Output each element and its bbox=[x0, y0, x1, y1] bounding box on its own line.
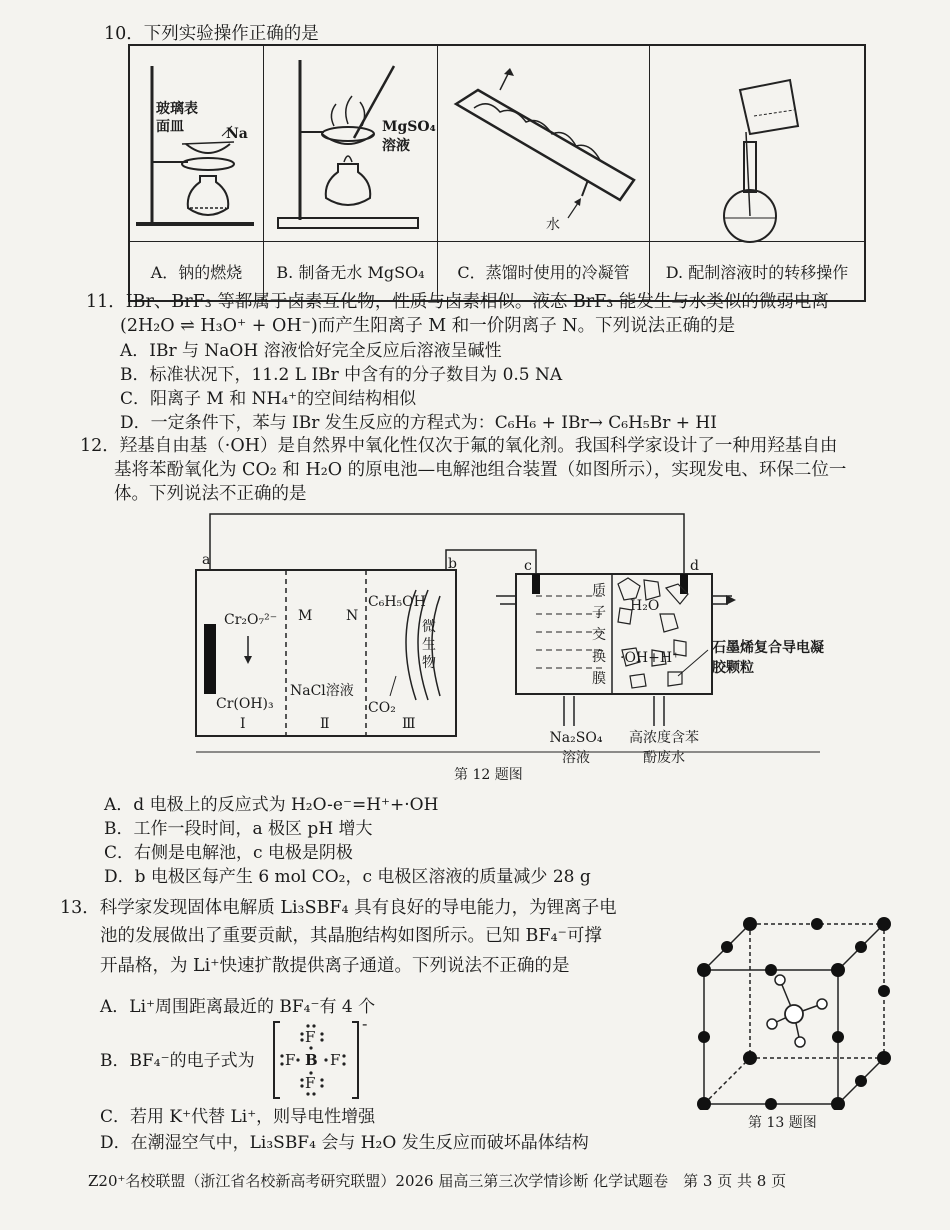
q12-option-c: C．右侧是电解池，c 电极是阴极 bbox=[104, 843, 353, 863]
sodium-sulfate-label: Na₂SO₄溶液 bbox=[549, 730, 603, 766]
bf4-lewis-structure bbox=[272, 1014, 372, 1102]
q11-stem-line2: (2H₂O ⇌ H₃O⁺ + OH⁻)而产生阳离子 M 和一价阴离子 N。下列说法正确的是 bbox=[120, 316, 736, 336]
q12-stem-line2: 基将苯酚氧化为 CO₂ 和 H₂O 的原电池—电解池组合装置（如图所示），实现发电、环保二位一 bbox=[114, 460, 847, 480]
water-label-fig: H₂O bbox=[630, 598, 660, 614]
page-footer: Z20⁺名校联盟（浙江省名校新高考研究联盟）2026 届高三第三次学情诊断 化学试题卷 第 3 页 共 8 页 bbox=[88, 1172, 787, 1190]
q11-option-c: C．阳离子 M 和 NH₄⁺的空间结构相似 bbox=[120, 389, 417, 409]
q13-option-b: B．BF₄⁻的电子式为 bbox=[100, 1051, 255, 1071]
electrode-c-label: c bbox=[524, 558, 532, 574]
lewis-charge: - bbox=[362, 1014, 368, 1033]
volumetric-flask-drawing bbox=[650, 46, 864, 246]
q11-option-d: D．一定条件下，苯与 IBr 发生反应的方程式为：C₆H₆ + IBr→ C₆H₅Br + HI bbox=[120, 413, 717, 433]
q11-option-b: B．标准状况下，11.2 L IBr 中含有的分子数目为 0.5 NA bbox=[120, 365, 563, 385]
region-1-label: Ⅰ bbox=[240, 716, 246, 732]
q12-stem-line3: 体。下列说法不正确的是 bbox=[114, 484, 307, 504]
mgso4-label: MgSO₄溶液 bbox=[382, 119, 436, 154]
q10-cell-b bbox=[264, 46, 438, 300]
region-3-label: Ⅲ bbox=[402, 716, 416, 732]
electrode-b-label: b bbox=[448, 556, 457, 572]
cation-m-label: M bbox=[298, 608, 313, 624]
q10-cell-d bbox=[650, 46, 864, 300]
q10-stem: 10．下列实验操作正确的是 bbox=[104, 24, 319, 44]
watch-glass-label: 玻璃表面皿 bbox=[156, 101, 198, 135]
q12-stem-line1: 12．羟基自由基（·OH）是自然界中氧化性仅次于氟的氧化剂。我国科学家设计了一种用羟基自由 bbox=[80, 436, 838, 456]
co2-label: CO₂ bbox=[368, 700, 396, 716]
q13-crystal-cell-figure bbox=[690, 910, 900, 1130]
q11-option-a: A．IBr 与 NaOH 溶液恰好完全反应后溶液呈碱性 bbox=[120, 341, 502, 361]
lewis-b-center: B bbox=[305, 1051, 318, 1069]
q12-figure-caption: 第 12 题图 bbox=[454, 767, 523, 783]
q13-stem-line1: 13．科学家发现固体电解质 Li₃SBF₄ 具有良好的导电能力，为锂离子电 bbox=[60, 898, 617, 918]
lewis-f-top: F bbox=[305, 1028, 316, 1046]
q11-stem-line1: 11．IBr、BrF₃ 等都属于卤素互化物，性质与卤素相似。液态 BrF₃ 能发生与水类似的微弱电离 bbox=[86, 292, 829, 312]
q10-option-b: B. 制备无水 MgSO₄ bbox=[264, 241, 437, 300]
lewis-f-bottom: F bbox=[305, 1074, 316, 1092]
q10-apparatus-table bbox=[128, 44, 866, 302]
na-label: Na bbox=[226, 126, 248, 142]
proton-membrane-label: 质子交换膜 bbox=[592, 583, 606, 687]
q12-option-d: D．b 电极区每产生 6 mol CO₂，c 电极区溶液的质量减少 28 g bbox=[104, 867, 591, 887]
water-label: 水 bbox=[546, 217, 560, 233]
lewis-f-right: F bbox=[330, 1051, 341, 1069]
q12-option-a: A．d 电极上的反应式为 H₂O-e⁻=H⁺+·OH bbox=[104, 795, 439, 815]
q13-option-c: C．若用 K⁺代替 Li⁺，则导电性增强 bbox=[100, 1107, 376, 1127]
q13-option-a: A．Li⁺周围距离最近的 BF₄⁻有 4 个 bbox=[100, 997, 376, 1017]
microbe-label: 微生物 bbox=[422, 619, 436, 671]
unit-cell-drawing bbox=[690, 910, 900, 1110]
q12-option-b: B．工作一段时间，a 极区 pH 增大 bbox=[104, 819, 373, 839]
q12-figure bbox=[190, 500, 840, 790]
dichromate-label: Cr₂O₇²⁻ bbox=[224, 612, 278, 628]
q10-option-c: C．蒸馏时使用的冷凝管 bbox=[438, 241, 649, 300]
nacl-solution-label: NaCl溶液 bbox=[290, 683, 354, 699]
q13-option-d: D．在潮湿空气中，Li₃SBF₄ 会与 H₂O 发生反应而破坏晶体结构 bbox=[100, 1133, 589, 1153]
region-2-label: Ⅱ bbox=[320, 716, 330, 732]
electrode-d-label: d bbox=[690, 558, 699, 574]
hydroxyl-radical-label: ·OH+H⁺ bbox=[620, 650, 680, 666]
q10-cell-a bbox=[130, 46, 264, 300]
q13-stem-line3: 开晶格，为 Li⁺快速扩散提供离子通道。下列说法不正确的是 bbox=[100, 956, 570, 976]
burning-apparatus-drawing bbox=[130, 46, 264, 246]
graphene-gel-label: 石墨烯复合导电凝胶颗粒 bbox=[712, 640, 824, 676]
chromium-hydroxide-label: Cr(OH)₃ bbox=[216, 696, 274, 712]
anion-n-label: N bbox=[346, 608, 359, 624]
q13-stem-line2: 池的发展做出了重要贡献，其晶胞结构如图所示。已知 BF₄⁻可撑 bbox=[100, 926, 602, 946]
q10-cell-c bbox=[438, 46, 650, 300]
q10-option-d: D. 配制溶液时的转移操作 bbox=[650, 241, 864, 300]
phenol-wastewater-label: 高浓度含苯酚废水 bbox=[629, 730, 699, 766]
q10-option-a: A．钠的燃烧 bbox=[130, 241, 263, 300]
lewis-f-left: F bbox=[285, 1051, 296, 1069]
phenol-label: C₆H₅OH bbox=[368, 594, 426, 610]
condenser-drawing bbox=[438, 46, 650, 246]
electrode-a-label: a bbox=[202, 552, 211, 568]
q13-figure-caption: 第 13 题图 bbox=[748, 1115, 817, 1131]
